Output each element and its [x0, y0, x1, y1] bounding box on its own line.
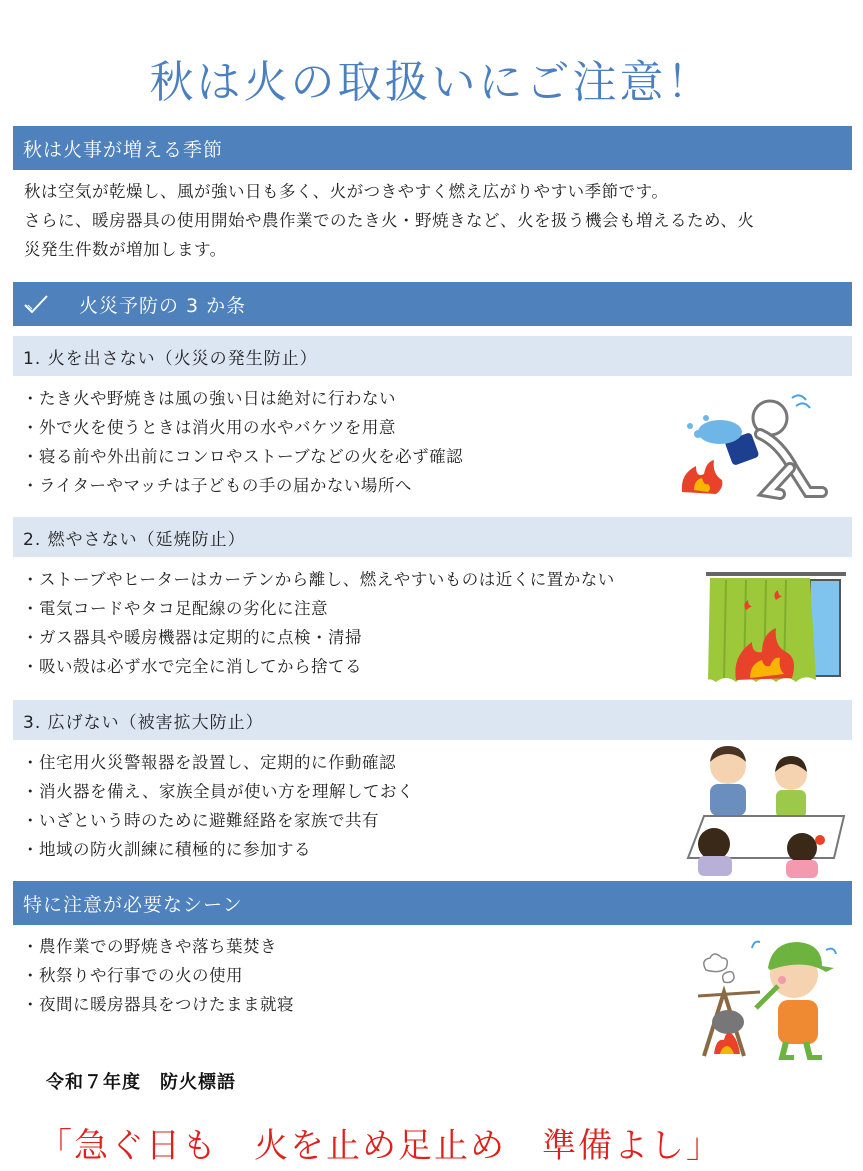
person-extinguishing-fire-illustration [676, 388, 846, 503]
list-item: ・ 住宅用火災警報器を設置し、定期的に作動確認 [22, 748, 414, 777]
list-item: ・ 夜間に暖房器具をつけたまま就寝 [22, 990, 294, 1019]
burning-curtain-illustration [706, 570, 846, 688]
paragraph-line: 秋は空気が乾燥し、風が強い日も多く、火がつきやすく燃え広がりやすい季節です。 [24, 182, 669, 201]
rule-heading-2: 2. 燃やさない（延焼防止） [13, 517, 852, 557]
rule-1-list [22, 384, 463, 500]
section-heading-three-rules [13, 282, 852, 326]
paragraph-line: 災発生件数が増加します。 [24, 240, 227, 259]
list-item: ・ ライターやマッチは子どもの手の届かない場所へ [22, 471, 463, 500]
page-title: 秋は火の取扱いにご注意！ [149, 57, 714, 108]
rule-3-list [22, 748, 414, 864]
list-item: ・ ストーブやヒーターはカーテンから離し、燃えやすいものは近くに置かない [22, 565, 615, 594]
list-item: ・ 寝る前や外出前にコンロやストーブなどの火を必ず確認 [22, 442, 463, 471]
season-paragraph [24, 177, 844, 264]
list-item: ・ いざという時のために避難経路を家族で共有 [22, 806, 414, 835]
list-item: ・ 地域の防火訓練に積極的に参加する [22, 835, 414, 864]
section-heading-label: 火災予防の 3 か条 [79, 294, 247, 317]
list-item: ・ 電気コードやタコ足配線の劣化に注意 [22, 594, 615, 623]
rule-heading-1: 1. 火を出さない（火災の発生防止） [13, 336, 852, 376]
caution-scenes-list [22, 932, 294, 1019]
list-item: ・ 秋祭りや行事での火の使用 [22, 961, 294, 990]
list-item: ・ 吸い殻は必ず水で完全に消してから捨てる [22, 652, 615, 681]
rule-heading-3: 3. 広げない（被害拡大防止） [13, 700, 852, 740]
list-item: ・ 外で火を使うときは消火用の水やバケツを用意 [22, 413, 463, 442]
rule-2-list [22, 565, 615, 681]
section-heading-season: 秋は火事が増える季節 [13, 126, 852, 170]
motto-label: 令和７年度 防火標語 [46, 1072, 236, 1093]
list-item: ・ ガス器具や暖房機器は定期的に点検・清掃 [22, 623, 615, 652]
paragraph-line: さらに、暖房器具の使用開始や農作業でのたき火・野焼きなど、火を扱う機会も増えるため、火 [24, 211, 755, 230]
list-item: ・ 消火器を備え、家族全員が使い方を理解しておく [22, 777, 414, 806]
list-item: ・ 農作業での野焼きや落ち葉焚き [22, 932, 294, 961]
checkmark-icon [23, 293, 49, 315]
family-meeting-illustration [684, 740, 850, 880]
list-item: ・ たき火や野焼きは風の強い日は絶対に行わない [22, 384, 463, 413]
boy-blowing-fire-illustration [694, 930, 844, 1060]
section-heading-caution-scenes: 特に注意が必要なシーン [13, 881, 852, 925]
fire-prevention-motto: 「急ぐ日も 火を止め足止め 準備よし」 [38, 1126, 722, 1166]
